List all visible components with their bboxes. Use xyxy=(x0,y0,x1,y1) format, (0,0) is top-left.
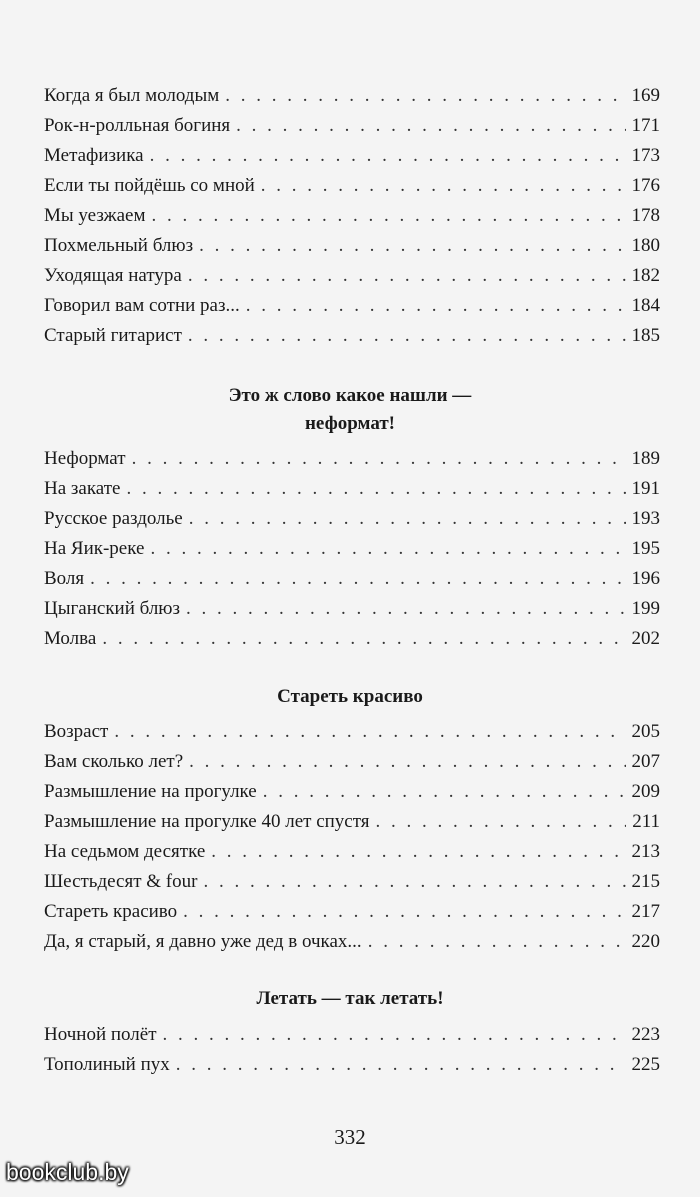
toc-entry-title: Русское раздолье xyxy=(44,508,183,529)
toc-entry xyxy=(44,321,660,351)
toc-entry-title: На Яик-реке xyxy=(44,538,145,559)
dot-leader xyxy=(176,1050,626,1080)
dot-leader xyxy=(211,837,625,867)
dot-leader xyxy=(150,534,625,564)
toc-entry-title: На закате xyxy=(44,478,121,499)
toc-entry-title: Ночной полёт xyxy=(44,1024,157,1045)
toc-entry xyxy=(44,291,660,321)
toc-entry-title: Рок-н-ролльная богиня xyxy=(44,115,231,136)
toc-entry xyxy=(44,564,660,594)
dot-leader xyxy=(203,867,625,897)
toc-entry-page: 191 xyxy=(631,478,660,499)
toc-entry xyxy=(44,201,660,231)
toc-entry xyxy=(44,837,660,867)
toc-entry-title: Молва xyxy=(44,628,97,649)
toc-entry-title: Размышление на прогулке 40 лет спустя xyxy=(44,811,370,832)
page-number: 332 xyxy=(334,1125,366,1149)
toc-entry-title: Похмельный блюз xyxy=(44,235,194,256)
dot-leader xyxy=(90,564,625,594)
dot-leader xyxy=(132,444,626,474)
dot-leader xyxy=(261,171,626,201)
toc-entry-page: 209 xyxy=(631,781,660,802)
dot-leader xyxy=(263,777,626,807)
toc-entry-title: Если ты пойдёшь со мной xyxy=(44,175,255,196)
watermark: bookclub.by xyxy=(6,1159,129,1185)
dot-leader xyxy=(188,261,626,291)
toc-entry-page: 176 xyxy=(631,175,660,196)
dot-leader xyxy=(368,927,626,957)
dot-leader xyxy=(199,231,625,261)
dot-leader xyxy=(126,474,625,504)
toc-entry xyxy=(44,717,660,747)
toc-entry xyxy=(44,624,660,654)
toc-entry-title: Шестьдесят & four xyxy=(44,871,198,892)
dot-leader xyxy=(225,81,625,111)
toc-entry-title: Тополиный пух xyxy=(44,1054,170,1075)
toc-entry xyxy=(44,777,660,807)
toc-entry xyxy=(44,1050,660,1080)
toc-entry xyxy=(44,444,660,474)
toc-entry xyxy=(44,504,660,534)
dot-leader xyxy=(188,321,626,351)
dot-leader xyxy=(150,141,626,171)
toc-entry-page: 185 xyxy=(631,325,660,346)
toc-entry-page: 205 xyxy=(631,721,660,742)
toc-entry-title: Метафизика xyxy=(44,145,144,166)
toc-entry-title: Вам сколько лет? xyxy=(44,751,184,772)
section-heading: Это ж слово какое нашли — xyxy=(228,385,472,406)
section-heading: Летать — так летать! xyxy=(256,988,444,1009)
toc-entry-page: 223 xyxy=(631,1024,660,1045)
toc-entry-title: Воля xyxy=(44,568,85,589)
toc-entry-page: 180 xyxy=(631,235,660,256)
toc-entry-page: 213 xyxy=(631,841,660,862)
toc-entry-title: Неформат xyxy=(44,448,126,469)
toc-entry-page: 202 xyxy=(631,628,660,649)
toc-entry xyxy=(44,111,660,141)
toc-entry-title: Говорил вам сотни раз... xyxy=(44,295,240,316)
toc-entry-title: На седьмом десятке xyxy=(44,841,206,862)
toc-entry-title: Да, я старый, я давно уже дед в очках... xyxy=(44,931,362,952)
toc-entry-title: Стареть красиво xyxy=(44,901,178,922)
dot-leader xyxy=(189,747,625,777)
toc-entry-page: 225 xyxy=(631,1054,660,1075)
section-heading: неформат! xyxy=(304,413,396,434)
toc-entry-title: Размышление на прогулке xyxy=(44,781,257,802)
dot-leader xyxy=(236,111,625,141)
toc-entry-page: 184 xyxy=(631,295,660,316)
dot-leader xyxy=(114,717,625,747)
toc-entry-page: 196 xyxy=(631,568,660,589)
toc-entry xyxy=(44,807,660,837)
toc-entry-page: 199 xyxy=(631,598,660,619)
toc-entry xyxy=(44,534,660,564)
dot-leader xyxy=(152,201,626,231)
toc-entry-page: 207 xyxy=(631,751,660,772)
toc-entry-page: 178 xyxy=(631,205,660,226)
toc-entry-page: 182 xyxy=(631,265,660,286)
toc-entry xyxy=(44,867,660,897)
toc-entry-page: 217 xyxy=(631,901,660,922)
toc-entry xyxy=(44,474,660,504)
toc-entry-page: 195 xyxy=(631,538,660,559)
dot-leader xyxy=(183,897,625,927)
toc-entry xyxy=(44,141,660,171)
toc-entry-page: 189 xyxy=(631,448,660,469)
dot-leader xyxy=(186,594,625,624)
toc-entry xyxy=(44,927,660,957)
toc-entry xyxy=(44,747,660,777)
dot-leader xyxy=(102,624,625,654)
toc-entry-title: Цыганский блюз xyxy=(44,598,181,619)
toc-entry xyxy=(44,1020,660,1050)
toc-entry xyxy=(44,171,660,201)
toc-entry-page: 193 xyxy=(631,508,660,529)
toc-entry-title: Мы уезжаем xyxy=(44,205,146,226)
toc-entry xyxy=(44,231,660,261)
toc-entry xyxy=(44,261,660,291)
dot-leader xyxy=(163,1020,626,1050)
toc-entry-title: Старый гитарист xyxy=(44,325,182,346)
toc-entry xyxy=(44,897,660,927)
dot-leader xyxy=(376,807,627,837)
toc-entry-page: 169 xyxy=(631,85,660,106)
dot-leader xyxy=(189,504,626,534)
toc-entry-page: 220 xyxy=(631,931,660,952)
toc-entry xyxy=(44,594,660,624)
toc-entry-page: 215 xyxy=(631,871,660,892)
toc-entry-page: 173 xyxy=(631,145,660,166)
toc-entry-page: 211 xyxy=(632,811,660,832)
toc-entry xyxy=(44,81,660,111)
toc-entry-title: Уходящая натура xyxy=(44,265,182,286)
dot-leader xyxy=(246,291,626,321)
section-heading: Стареть красиво xyxy=(277,686,423,707)
toc-entry-title: Возраст xyxy=(44,721,109,742)
toc-entry-page: 171 xyxy=(631,115,660,136)
toc-entry-title: Когда я был молодым xyxy=(44,85,220,106)
